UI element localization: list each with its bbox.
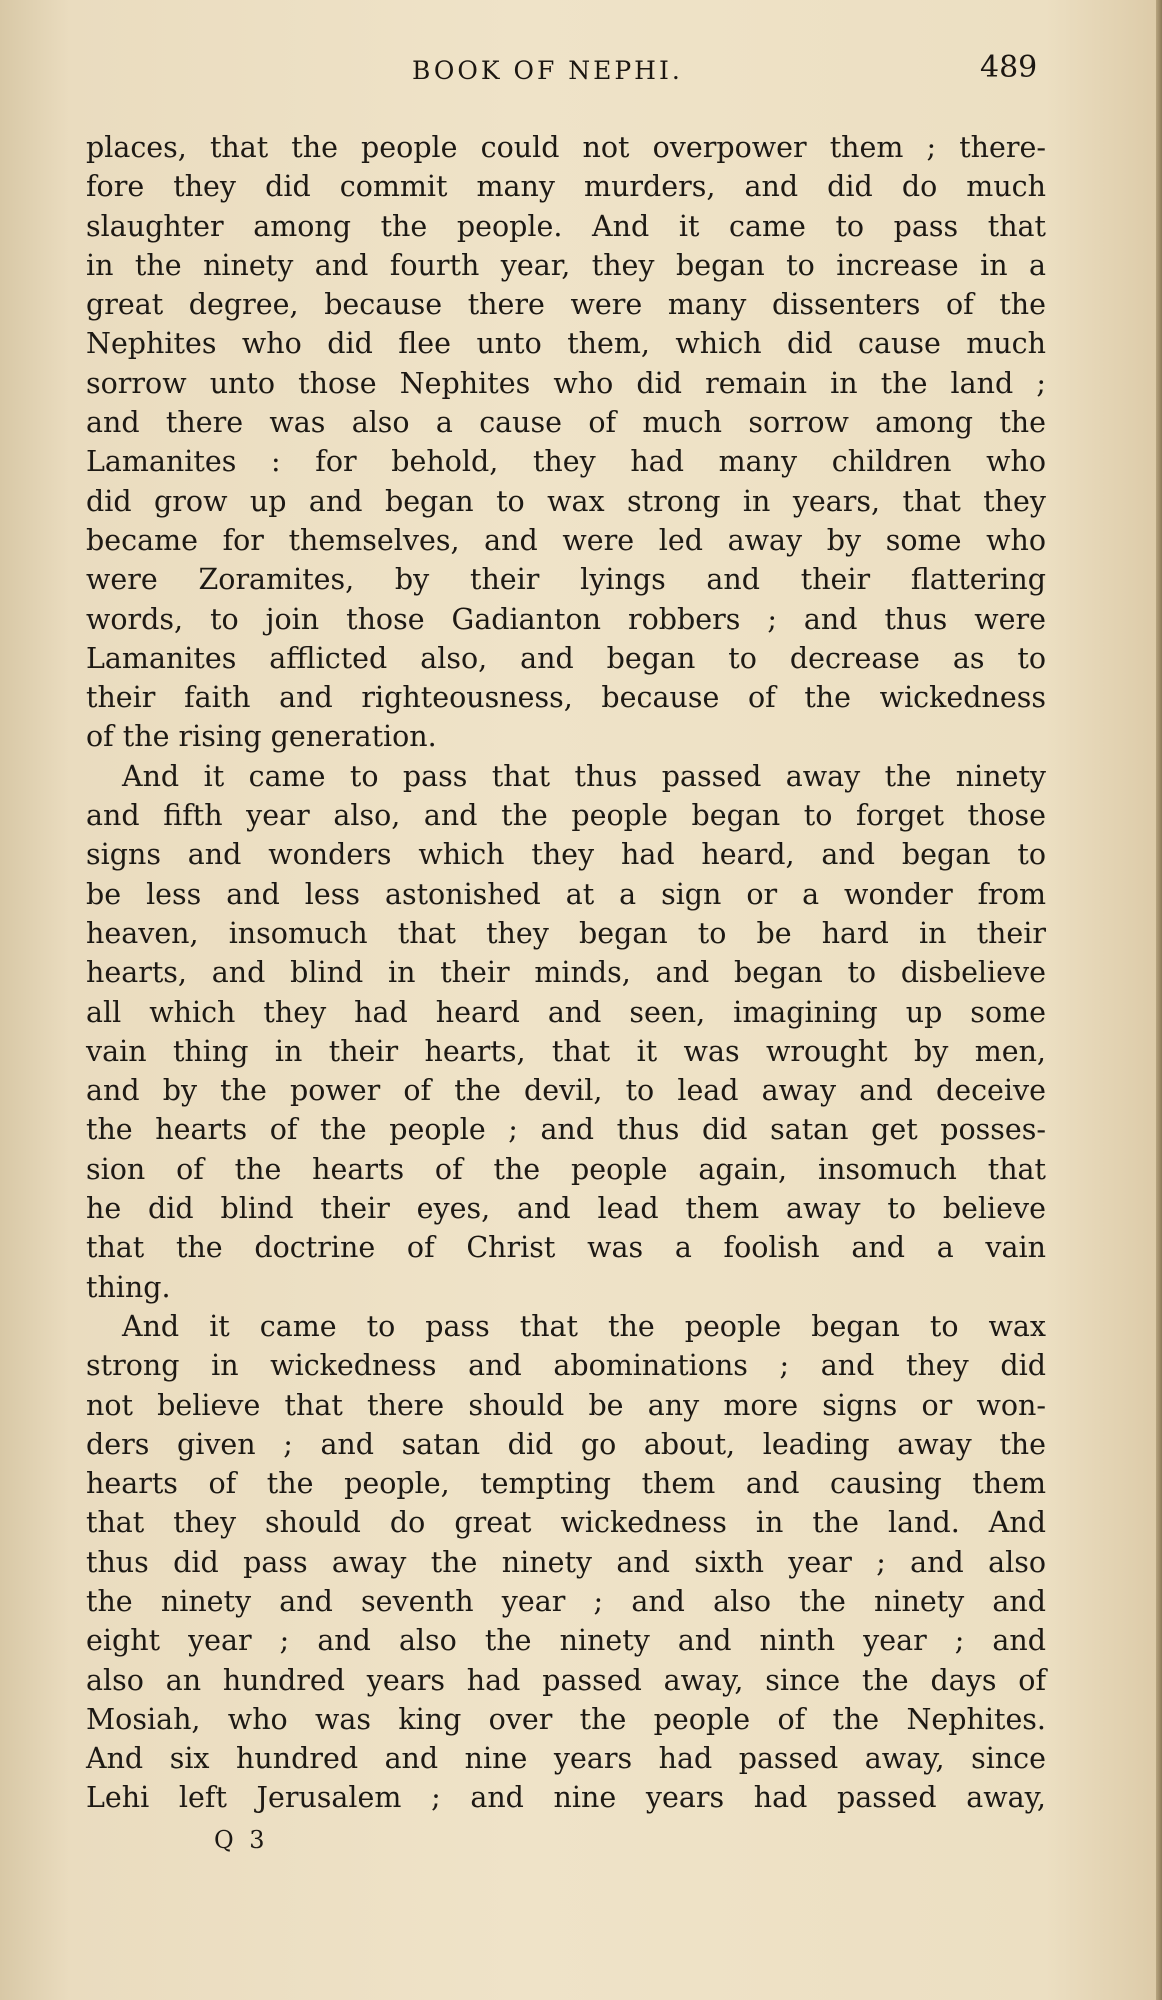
text-line: that they should do great wickedness in the land. And: [86, 1506, 1046, 1540]
text-line: did grow up and began to wax strong in years, that they: [86, 484, 1046, 518]
text-line: fore they did commit many murders, and did do much: [86, 170, 1046, 204]
text-line: and fifth year also, and the people began to forget those: [86, 799, 1046, 833]
text-line: of the rising generation.: [86, 720, 437, 754]
text-line: their faith and righteousness, because of the wickedness: [86, 681, 1046, 715]
text-line: ders given ; and satan did go about, leading away the: [86, 1427, 1046, 1461]
text-line: strong in wickedness and abominations ; and they did: [86, 1349, 1046, 1383]
text-line: became for themselves, and were led away by some who: [86, 523, 1046, 557]
running-head: BOOK OF NEPHI.: [412, 56, 683, 85]
text-line: thus did pass away the ninety and sixth year ; and also: [86, 1545, 1046, 1579]
signature-mark: Q 3: [214, 1826, 269, 1854]
text-line: words, to join those Gadianton robbers ; and thus were: [86, 602, 1046, 636]
text-line: heaven, insomuch that they began to be hard in their: [86, 916, 1046, 950]
text-line: the ninety and seventh year ; and also the ninety and: [86, 1584, 1046, 1618]
text-line: Lamanites afflicted also, and began to decrease as to: [86, 641, 1046, 675]
page-edge: [1156, 0, 1162, 2000]
text-line: slaughter among the people. And it came to pass that: [86, 209, 1046, 243]
text-line: all which they had heard and seen, imagining up some: [86, 995, 1046, 1029]
text-line: and there was also a cause of much sorrow among the: [86, 406, 1046, 440]
text-line: Lamanites : for behold, they had many children who: [86, 445, 1046, 479]
text-line: Mosiah, who was king over the people of the Nephites.: [86, 1702, 1046, 1736]
text-line: he did blind their eyes, and lead them away to believe: [86, 1192, 1046, 1226]
text-line: were Zoramites, by their lyings and their flattering: [86, 563, 1046, 597]
text-line: vain thing in their hearts, that it was wrought by men,: [86, 1034, 1046, 1068]
page-header: [0, 42, 1162, 102]
body-text: [86, 128, 1046, 1818]
text-line: Nephites who did flee unto them, which did cause much: [86, 327, 1046, 361]
text-line: And it came to pass that thus passed away the ninety: [122, 759, 1046, 793]
text-line: great degree, because there were many dissenters of the: [86, 288, 1046, 322]
text-line: places, that the people could not overpower them ; there-: [86, 131, 1046, 164]
text-line: Lehi left Jerusalem ; and nine years had passed away,: [86, 1781, 1046, 1815]
text-line: the hearts of the people ; and thus did satan get posses-: [86, 1113, 1046, 1147]
text-line: And it came to pass that the people began to wax: [122, 1309, 1046, 1343]
text-line: hearts, and blind in their minds, and began to disbelieve: [86, 956, 1046, 990]
text-line: and by the power of the devil, to lead away and deceive: [86, 1074, 1046, 1108]
text-line: in the ninety and fourth year, they began to increase in a: [86, 248, 1046, 282]
text-line: hearts of the people, tempting them and causing them: [86, 1467, 1046, 1501]
text-line: that the doctrine of Christ was a foolish and a vain: [86, 1231, 1046, 1265]
text-line: And six hundred and nine years had passed away, since: [86, 1742, 1046, 1776]
text-line: thing.: [86, 1270, 171, 1304]
text-line: be less and less astonished at a sign or a wonder from: [86, 877, 1046, 911]
text-line: signs and wonders which they had heard, and began to: [86, 838, 1046, 872]
page-number: 489: [980, 50, 1038, 85]
text-line: eight year ; and also the ninety and ninth year ; and: [86, 1624, 1046, 1658]
text-line: sorrow unto those Nephites who did remain in the land ;: [86, 366, 1046, 400]
text-line: also an hundred years had passed away, since the days of: [86, 1663, 1046, 1697]
text-line: not believe that there should be any more signs or won-: [86, 1388, 1046, 1422]
text-line: sion of the hearts of the people again, insomuch that: [86, 1152, 1046, 1186]
